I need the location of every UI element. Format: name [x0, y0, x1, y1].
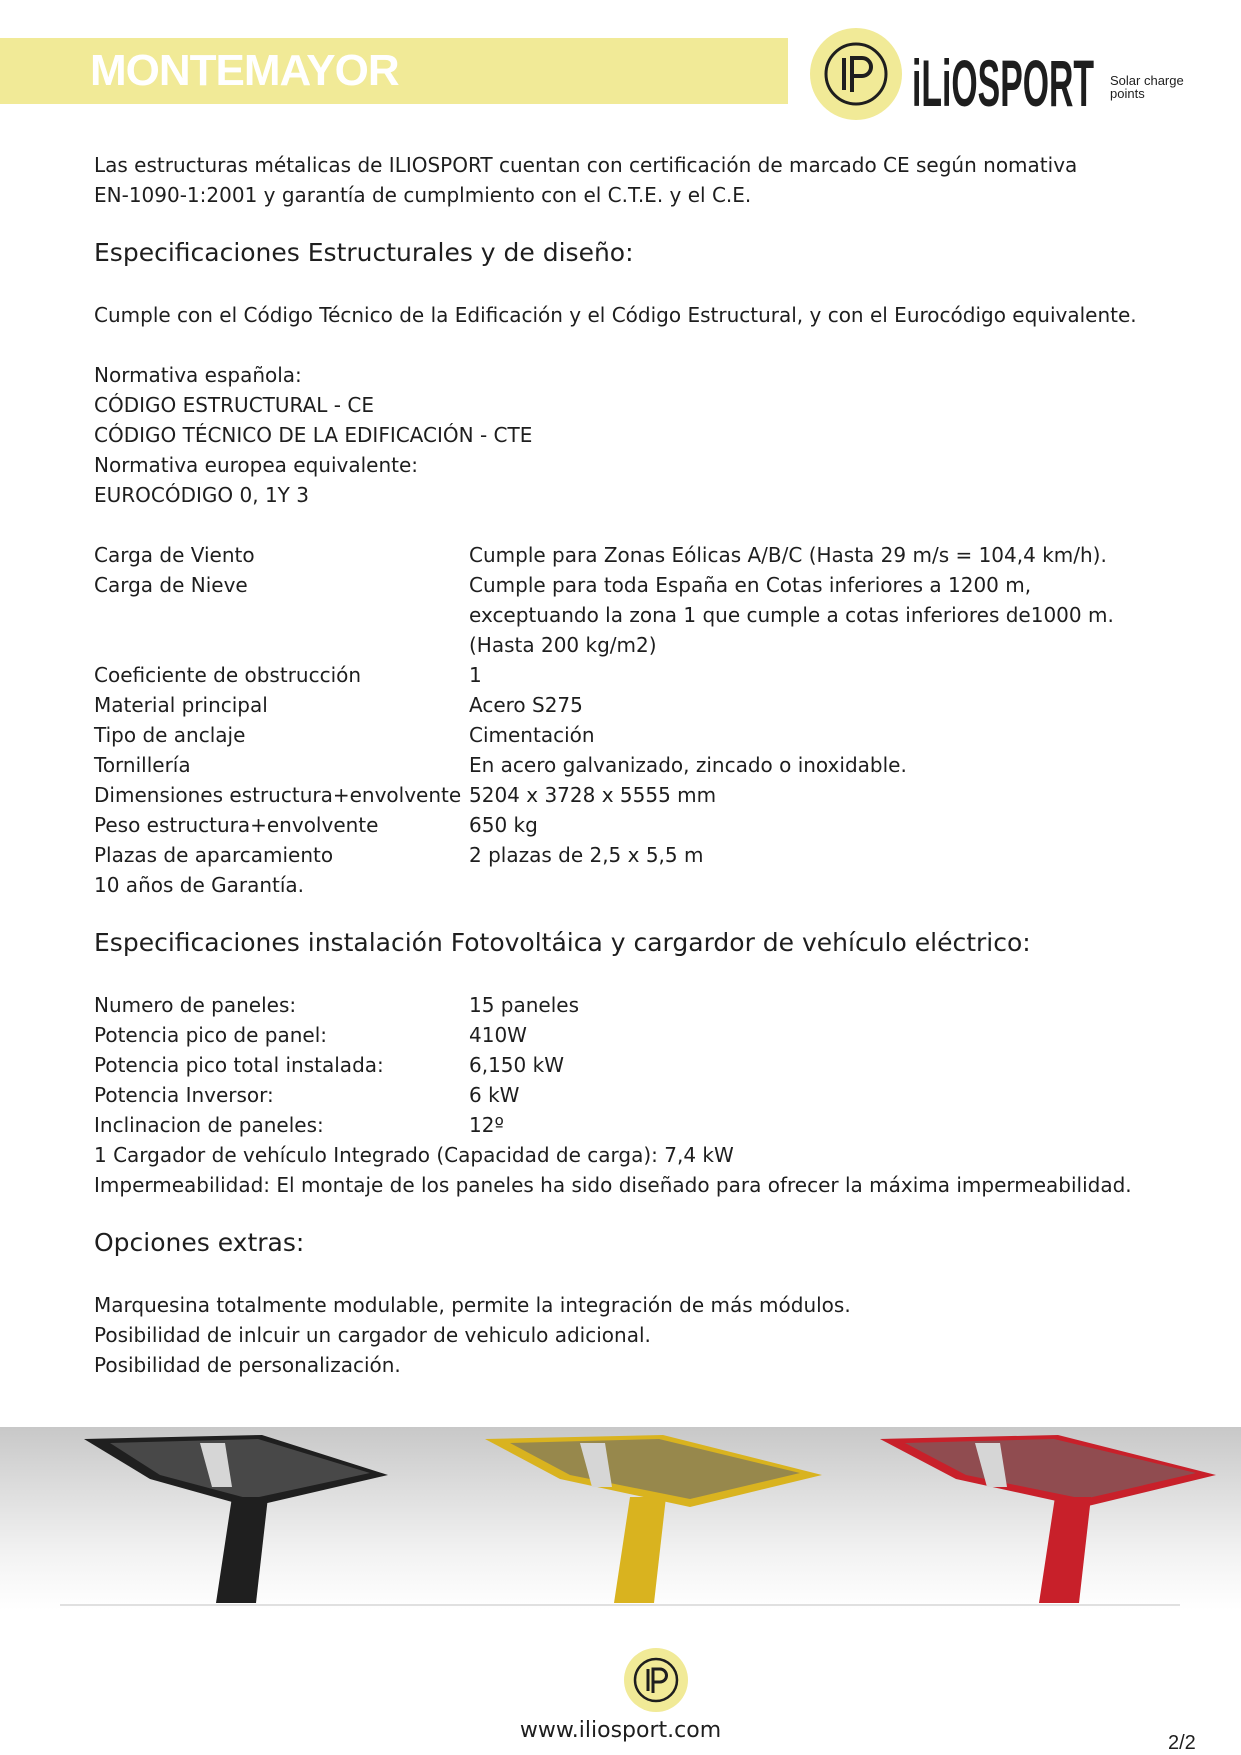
spec-value: 5204 x 3728 x 5555 mm — [469, 783, 717, 807]
spec-label: Potencia Inversor: — [94, 1083, 274, 1107]
spec-label: Peso estructura+envolvente — [94, 813, 379, 837]
spec-label: Tornillería — [94, 753, 191, 777]
norm-line: CÓDIGO ESTRUCTURAL - CE — [94, 393, 374, 417]
spec-row — [94, 660, 1154, 690]
warranty-text: 10 años de Garantía. — [94, 873, 305, 897]
tagline — [1110, 74, 1220, 100]
iliosport-logo-icon — [810, 28, 902, 120]
spec-value: 1 — [469, 663, 482, 687]
spec-row — [94, 840, 1154, 870]
spec-row — [94, 780, 1154, 810]
spec-value: 6,150 kW — [469, 1053, 564, 1077]
page-number: 2/2 — [1168, 1732, 1196, 1754]
spec-row — [94, 600, 1154, 630]
spec-value: En acero galvanizado, zincado o inoxidable. — [469, 753, 907, 777]
footer-logo-icon — [624, 1648, 688, 1712]
page-title: MONTEMAYOR — [90, 46, 399, 95]
norm-line: Normativa española: — [94, 363, 302, 387]
spec-value: Cumple para toda España en Cotas inferiores a 1200 m, — [469, 573, 1032, 597]
spec-value: Cimentación — [469, 723, 595, 747]
spec-value: Acero S275 — [469, 693, 583, 717]
charger-text: 1 Cargador de vehículo Integrado (Capacidad de carga): 7,4 kW — [94, 1143, 734, 1167]
spec-row — [94, 720, 1154, 750]
website-link[interactable]: www.iliosport.com — [519, 1718, 722, 1743]
spec-label: Material principal — [94, 693, 268, 717]
spec-value: 2 plazas de 2,5 x 5,5 m — [469, 843, 704, 867]
compliance-text: Cumple con el Código Técnico de la Edificación y el Código Estructural, y con el Eurocódigo equivalente. — [94, 303, 1137, 327]
spec-label: Numero de paneles: — [94, 993, 297, 1017]
spec-label: Carga de Nieve — [94, 573, 248, 597]
brand-logo — [912, 36, 1102, 120]
brand-name: iLiOSPORT — [912, 46, 1094, 120]
spec-value: 12º — [469, 1113, 504, 1137]
spec-value: (Hasta 200 kg/m2) — [469, 633, 657, 657]
spec-value: 6 kW — [469, 1083, 520, 1107]
extra-item: Marquesina totalmente modulable, permite la integración de más módulos. — [94, 1293, 851, 1317]
photovoltaic-heading: Especificaciones instalación Fotovoltáica y cargardor de vehículo eléctrico: — [94, 928, 1031, 957]
waterproof-text: Impermeabilidad: El montaje de los paneles ha sido diseñado para ofrecer la máxima impermeabilidad. — [94, 1173, 1132, 1197]
canopy-black — [84, 1435, 388, 1603]
spec-row — [94, 1050, 1154, 1080]
norm-line: Normativa europea equivalente: — [94, 453, 419, 477]
spec-value: Cumple para Zonas Eólicas A/B/C (Hasta 29 m/s = 104,4 km/h). — [469, 543, 1107, 567]
tagline-line: Solar charge — [1110, 73, 1184, 88]
spec-row — [94, 1080, 1154, 1110]
spec-row — [94, 690, 1154, 720]
spec-row — [94, 750, 1154, 780]
spec-row — [94, 1110, 1154, 1140]
extra-item: Posibilidad de personalización. — [94, 1353, 401, 1377]
tagline-line: points — [1110, 86, 1145, 101]
spec-label: Inclinacion de paneles: — [94, 1113, 324, 1137]
spec-label: Plazas de aparcamiento — [94, 843, 334, 867]
spec-value: 650 kg — [469, 813, 538, 837]
norm-line: EUROCÓDIGO 0, 1Y 3 — [94, 483, 309, 507]
spec-value: 15 paneles — [469, 993, 580, 1017]
spec-row — [94, 1020, 1154, 1050]
intro-line: EN-1090-1:2001 y garantía de cumplmiento con el C.T.E. y el C.E. — [94, 183, 752, 207]
spec-row — [94, 630, 1154, 660]
document-body — [94, 150, 1154, 1380]
spec-label: Carga de Viento — [94, 543, 255, 567]
spec-label: Potencia pico total instalada: — [94, 1053, 384, 1077]
spec-value: exceptuando la zona 1 que cumple a cotas inferiores de1000 m. — [469, 603, 1114, 627]
spec-label: Coeficiente de obstrucción — [94, 663, 362, 687]
spec-value: 410W — [469, 1023, 527, 1047]
spec-row — [94, 810, 1154, 840]
spec-label — [94, 630, 469, 660]
spec-label: Potencia pico de panel: — [94, 1023, 327, 1047]
structural-heading: Especificaciones Estructurales y de diseño: — [94, 238, 634, 267]
extras-heading: Opciones extras: — [94, 1228, 305, 1257]
product-variants-photo — [0, 1427, 1241, 1610]
spec-row — [94, 540, 1154, 570]
spec-row — [94, 990, 1154, 1020]
spec-row — [94, 570, 1154, 600]
spec-label: Dimensiones estructura+envolvente — [94, 783, 462, 807]
canopy-red — [880, 1435, 1216, 1603]
intro-line: Las estructuras métalicas de ILIOSPORT cuentan con certificación de marcado CE según nomativa — [94, 153, 1078, 177]
spec-label: Tipo de anclaje — [94, 723, 246, 747]
extra-item: Posibilidad de inlcuir un cargador de vehiculo adicional. — [94, 1323, 651, 1347]
norm-line: CÓDIGO TÉCNICO DE LA EDIFICACIÓN - CTE — [94, 423, 533, 447]
spec-label — [94, 600, 469, 630]
canopy-yellow — [485, 1435, 822, 1603]
